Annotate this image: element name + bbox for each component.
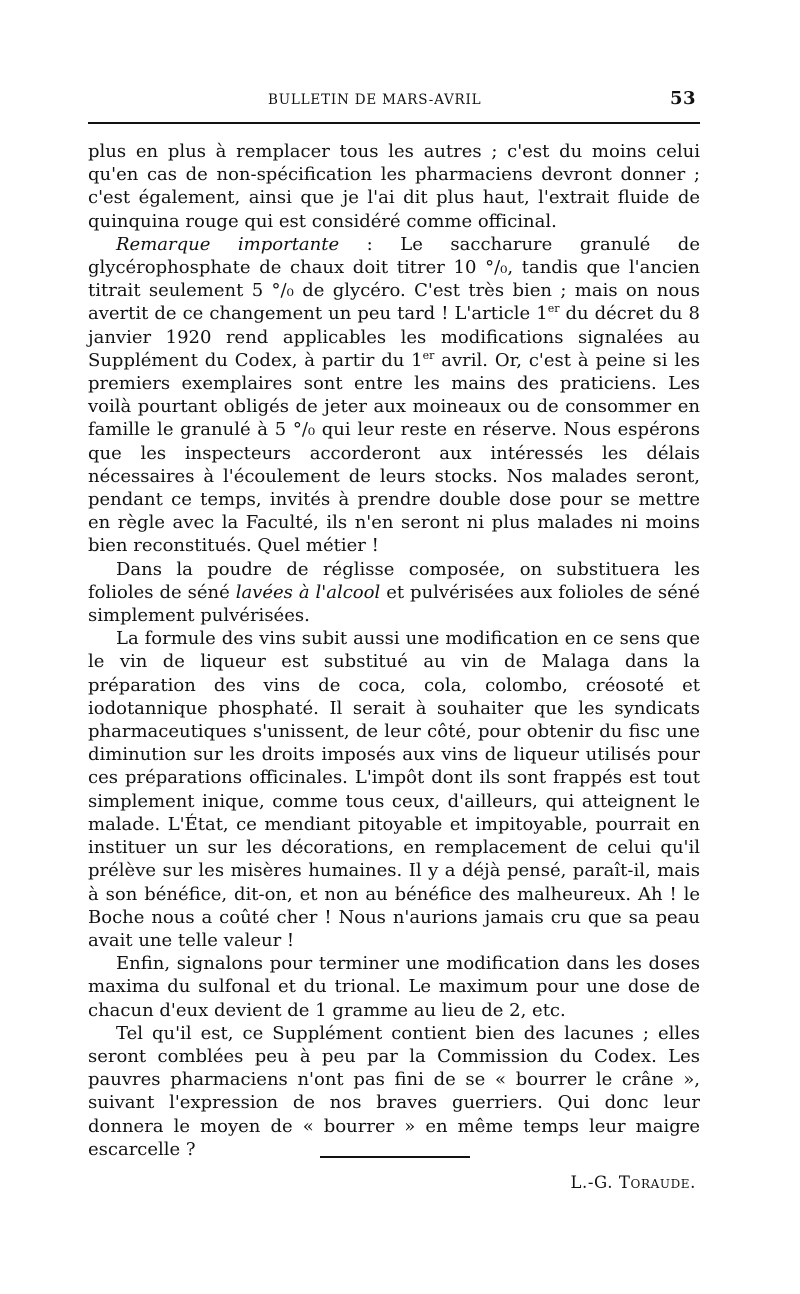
footer-rule <box>320 1156 470 1158</box>
author-initials: L.-G. <box>570 1172 619 1192</box>
author-surname: Toraude. <box>618 1172 696 1192</box>
superscript-er-1: er <box>547 302 560 316</box>
paragraph-2-text-c: avril. Or, c'est à peine si les premiers exemplaires sont entre les mains des praticiens. Les voilà pourtant obligés de jeter aux moineaux ou de consommer en famille le granulé à 5 °/₀ qui leur reste en réserve. Nous espérons que les inspecteurs accorderont aux intéressés les délais nécessaires à l'écoulement de leurs stocks. Nos malades seront, pendant ce temps, invités à prendre double dose pour se mettre en règle avec la Faculté, ils n'en seront ni plus malades ni moins bien reconstitués. Quel métier ! <box>88 349 700 557</box>
important-remark-label: Remarque importante <box>116 233 340 255</box>
paragraph-5: Enfin, signalons pour terminer une modification dans les doses maxima du sulfonal et du trional. Le maximum pour une dose de chacun d'eux devient de 1 gramme au lieu de 2, etc. <box>88 953 700 1021</box>
superscript-er-2: er <box>422 348 435 362</box>
document-page <box>88 88 702 1272</box>
paragraph-4: La formule des vins subit aussi une modification en ce sens que le vin de liqueur est substitué au vin de Malaga dans la préparation des vins de coca, cola, colombo, créosoté et iodotannique phosphaté. Il serait à souhaiter que les syndicats pharmaceutiques s'unissent, de leur côté, pour obtenir du fisc une diminution sur les droits imposés aux vins de liqueur utilisés pour ces préparations officinales. L'impôt dont ils sont frappés est tout simplement inique, comme tous ceux, d'ailleurs, qui atteignent le malade. L'État, ce mendiant pitoyable et impitoyable, pourrait en instituer un sur les décorations, en remplacement de celui qu'il prélève sur les misères humaines. Il y a déjà pensé, paraît-il, mais à son bénéfice, dit-on, et non au bénéfice des malheureux. Ah ! le Boche nous a coûté cher ! Nous n'aurions jamais cru que sa peau avait une telle valeur ! <box>88 628 700 951</box>
paragraph-1: plus en plus à remplacer tous les autres ; c'est du moins celui qu'en cas de non-spécification les pharmaciens devront donner ; c'est également, ainsi que je l'ai dit plus haut, l'extrait fluide de quinquina rouge qui est considéré comme officinal. <box>88 141 700 232</box>
paragraph-2-text-b: du décret du 8 janvier 1920 rend applicables les modifications signalées au Supplément du Codex, à partir du 1 <box>88 303 700 371</box>
author-signature <box>88 1171 700 1194</box>
washed-in-alcohol-phrase: lavées à l'alcool <box>235 581 381 603</box>
paragraph-3 <box>88 558 700 628</box>
page-number: 53 <box>669 88 696 109</box>
paragraph-2-text-a: : Le saccharure granulé de glycérophosphate de chaux doit titrer 10 °/₀, tandis que l'ancien titrait seulement 5 °/₀ de glycéro. C'est très bien ; mais on nous avertit de ce changement un peu tard ! L'article 1 <box>88 233 700 325</box>
page-header <box>88 88 702 120</box>
header-rule <box>88 122 700 124</box>
paragraph-2 <box>88 233 700 558</box>
paragraph-3-text-b: et pulvérisées aux folioles de séné simplement pulvérisées. <box>88 581 700 627</box>
paragraph-6: Tel qu'il est, ce Supplément contient bien des lacunes ; elles seront comblées peu à peu par la Commission du Codex. Les pauvres pharmaciens n'ont pas fini de se « bourrer le crâne », suivant l'expression de nos braves guerriers. Qui donc leur donnera le moyen de « bourrer » en même temps leur maigre escarcelle ? <box>88 1022 700 1160</box>
paragraph-3-text-a: Dans la poudre de réglisse composée, on substituera les folioles de séné <box>88 558 700 603</box>
running-title: BULLETIN DE MARS-AVRIL <box>268 92 482 108</box>
article-body <box>88 140 700 1194</box>
